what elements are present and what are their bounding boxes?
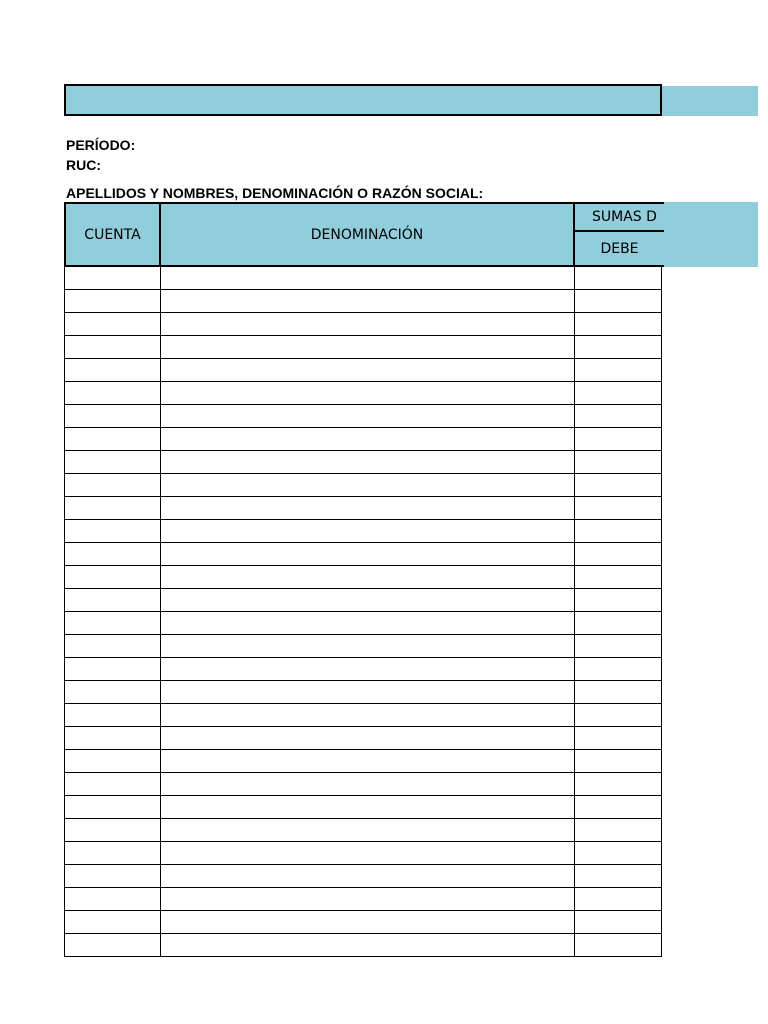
title-bar-extension xyxy=(662,86,758,116)
cuenta-cell[interactable] xyxy=(64,934,160,957)
column-header-cuenta: CUENTA xyxy=(64,202,161,267)
cuenta-cell[interactable] xyxy=(64,428,160,451)
debe-cell[interactable] xyxy=(574,543,662,566)
debe-cell[interactable] xyxy=(574,658,662,681)
debe-cell[interactable] xyxy=(574,911,662,934)
cuenta-cell[interactable] xyxy=(64,796,160,819)
cuenta-cell[interactable] xyxy=(64,543,160,566)
table-row xyxy=(64,704,662,727)
table-row xyxy=(64,681,662,704)
table-row xyxy=(64,566,662,589)
denominacion-cell[interactable] xyxy=(160,658,574,681)
cuenta-cell[interactable] xyxy=(64,612,160,635)
cuenta-cell[interactable] xyxy=(64,819,160,842)
cuenta-cell[interactable] xyxy=(64,382,160,405)
denominacion-cell[interactable] xyxy=(160,267,574,290)
table-row xyxy=(64,819,662,842)
cuenta-cell[interactable] xyxy=(64,313,160,336)
denominacion-cell[interactable] xyxy=(160,773,574,796)
cuenta-cell[interactable] xyxy=(64,267,160,290)
debe-cell[interactable] xyxy=(574,566,662,589)
denominacion-cell[interactable] xyxy=(160,520,574,543)
table-row xyxy=(64,428,662,451)
debe-cell[interactable] xyxy=(574,727,662,750)
cuenta-cell[interactable] xyxy=(64,520,160,543)
debe-cell[interactable] xyxy=(574,428,662,451)
column-header-denominacion: DENOMINACIÓN xyxy=(159,202,575,267)
cuenta-cell[interactable] xyxy=(64,566,160,589)
debe-cell[interactable] xyxy=(574,635,662,658)
denominacion-cell[interactable] xyxy=(160,313,574,336)
denominacion-cell[interactable] xyxy=(160,934,574,957)
denominacion-cell[interactable] xyxy=(160,336,574,359)
cuenta-cell[interactable] xyxy=(64,750,160,773)
cuenta-cell[interactable] xyxy=(64,911,160,934)
table-row xyxy=(64,336,662,359)
table-row xyxy=(64,658,662,681)
debe-cell[interactable] xyxy=(574,267,662,290)
cuenta-cell[interactable] xyxy=(64,727,160,750)
denominacion-cell[interactable] xyxy=(160,405,574,428)
cuenta-cell[interactable] xyxy=(64,497,160,520)
denominacion-cell[interactable] xyxy=(160,589,574,612)
debe-cell[interactable] xyxy=(574,750,662,773)
razon-social-label: APELLIDOS Y NOMBRES, DENOMINACIÓN O RAZÓN SOCIAL: xyxy=(66,185,484,201)
denominacion-cell[interactable] xyxy=(160,566,574,589)
table-row xyxy=(64,635,662,658)
table-row xyxy=(64,451,662,474)
periodo-label: PERÍODO: xyxy=(66,137,136,153)
cuenta-cell[interactable] xyxy=(64,474,160,497)
denominacion-cell[interactable] xyxy=(160,635,574,658)
debe-cell[interactable] xyxy=(574,290,662,313)
denominacion-cell[interactable] xyxy=(160,359,574,382)
table-row xyxy=(64,359,662,382)
denominacion-cell[interactable] xyxy=(160,704,574,727)
denominacion-cell[interactable] xyxy=(160,290,574,313)
table-row xyxy=(64,934,662,957)
debe-cell[interactable] xyxy=(574,474,662,497)
table-row xyxy=(64,267,662,290)
debe-cell[interactable] xyxy=(574,589,662,612)
denominacion-cell[interactable] xyxy=(160,681,574,704)
table-row xyxy=(64,612,662,635)
debe-cell[interactable] xyxy=(574,888,662,911)
table-row xyxy=(64,313,662,336)
denominacion-cell[interactable] xyxy=(160,750,574,773)
debe-cell[interactable] xyxy=(574,382,662,405)
table-row xyxy=(64,497,662,520)
denominacion-cell[interactable] xyxy=(160,474,574,497)
cuenta-cell[interactable] xyxy=(64,773,160,796)
table-row xyxy=(64,750,662,773)
debe-cell[interactable] xyxy=(574,934,662,957)
table-row xyxy=(64,589,662,612)
table-row xyxy=(64,865,662,888)
denominacion-cell[interactable] xyxy=(160,727,574,750)
cuenta-cell[interactable] xyxy=(64,865,160,888)
debe-cell[interactable] xyxy=(574,313,662,336)
denominacion-cell[interactable] xyxy=(160,819,574,842)
cuenta-cell[interactable] xyxy=(64,658,160,681)
table-row xyxy=(64,382,662,405)
cuenta-cell[interactable] xyxy=(64,842,160,865)
table-row xyxy=(64,474,662,497)
cuenta-cell[interactable] xyxy=(64,681,160,704)
debe-cell[interactable] xyxy=(574,842,662,865)
denominacion-cell[interactable] xyxy=(160,888,574,911)
cuenta-cell[interactable] xyxy=(64,704,160,727)
denominacion-cell[interactable] xyxy=(160,911,574,934)
table-row xyxy=(64,405,662,428)
denominacion-cell[interactable] xyxy=(160,543,574,566)
debe-cell[interactable] xyxy=(574,497,662,520)
denominacion-cell[interactable] xyxy=(160,497,574,520)
cuenta-cell[interactable] xyxy=(64,635,160,658)
table-row xyxy=(64,888,662,911)
debe-cell[interactable] xyxy=(574,520,662,543)
title-bar xyxy=(64,84,662,116)
denominacion-cell[interactable] xyxy=(160,612,574,635)
cuenta-cell[interactable] xyxy=(64,359,160,382)
denominacion-cell[interactable] xyxy=(160,842,574,865)
column-header-sumas: SUMAS D xyxy=(573,202,664,232)
debe-cell[interactable] xyxy=(574,865,662,888)
table-row xyxy=(64,773,662,796)
cuenta-cell[interactable] xyxy=(64,336,160,359)
table-row xyxy=(64,520,662,543)
table-row xyxy=(64,543,662,566)
debe-cell[interactable] xyxy=(574,681,662,704)
table-row xyxy=(64,727,662,750)
header-extension xyxy=(662,202,758,267)
table-row xyxy=(64,796,662,819)
denominacion-cell[interactable] xyxy=(160,428,574,451)
denominacion-cell[interactable] xyxy=(160,382,574,405)
table-row xyxy=(64,842,662,865)
cuenta-cell[interactable] xyxy=(64,451,160,474)
cuenta-cell[interactable] xyxy=(64,405,160,428)
debe-cell[interactable] xyxy=(574,704,662,727)
debe-cell[interactable] xyxy=(574,359,662,382)
table-row xyxy=(64,290,662,313)
debe-cell[interactable] xyxy=(574,336,662,359)
cuenta-cell[interactable] xyxy=(64,589,160,612)
debe-cell[interactable] xyxy=(574,405,662,428)
denominacion-cell[interactable] xyxy=(160,451,574,474)
debe-cell[interactable] xyxy=(574,819,662,842)
debe-cell[interactable] xyxy=(574,773,662,796)
debe-cell[interactable] xyxy=(574,612,662,635)
cuenta-cell[interactable] xyxy=(64,290,160,313)
ruc-label: RUC: xyxy=(66,157,101,173)
table-row xyxy=(64,911,662,934)
debe-cell[interactable] xyxy=(574,796,662,819)
debe-cell[interactable] xyxy=(574,451,662,474)
cuenta-cell[interactable] xyxy=(64,888,160,911)
denominacion-cell[interactable] xyxy=(160,796,574,819)
column-header-debe: DEBE xyxy=(573,230,664,267)
denominacion-cell[interactable] xyxy=(160,865,574,888)
